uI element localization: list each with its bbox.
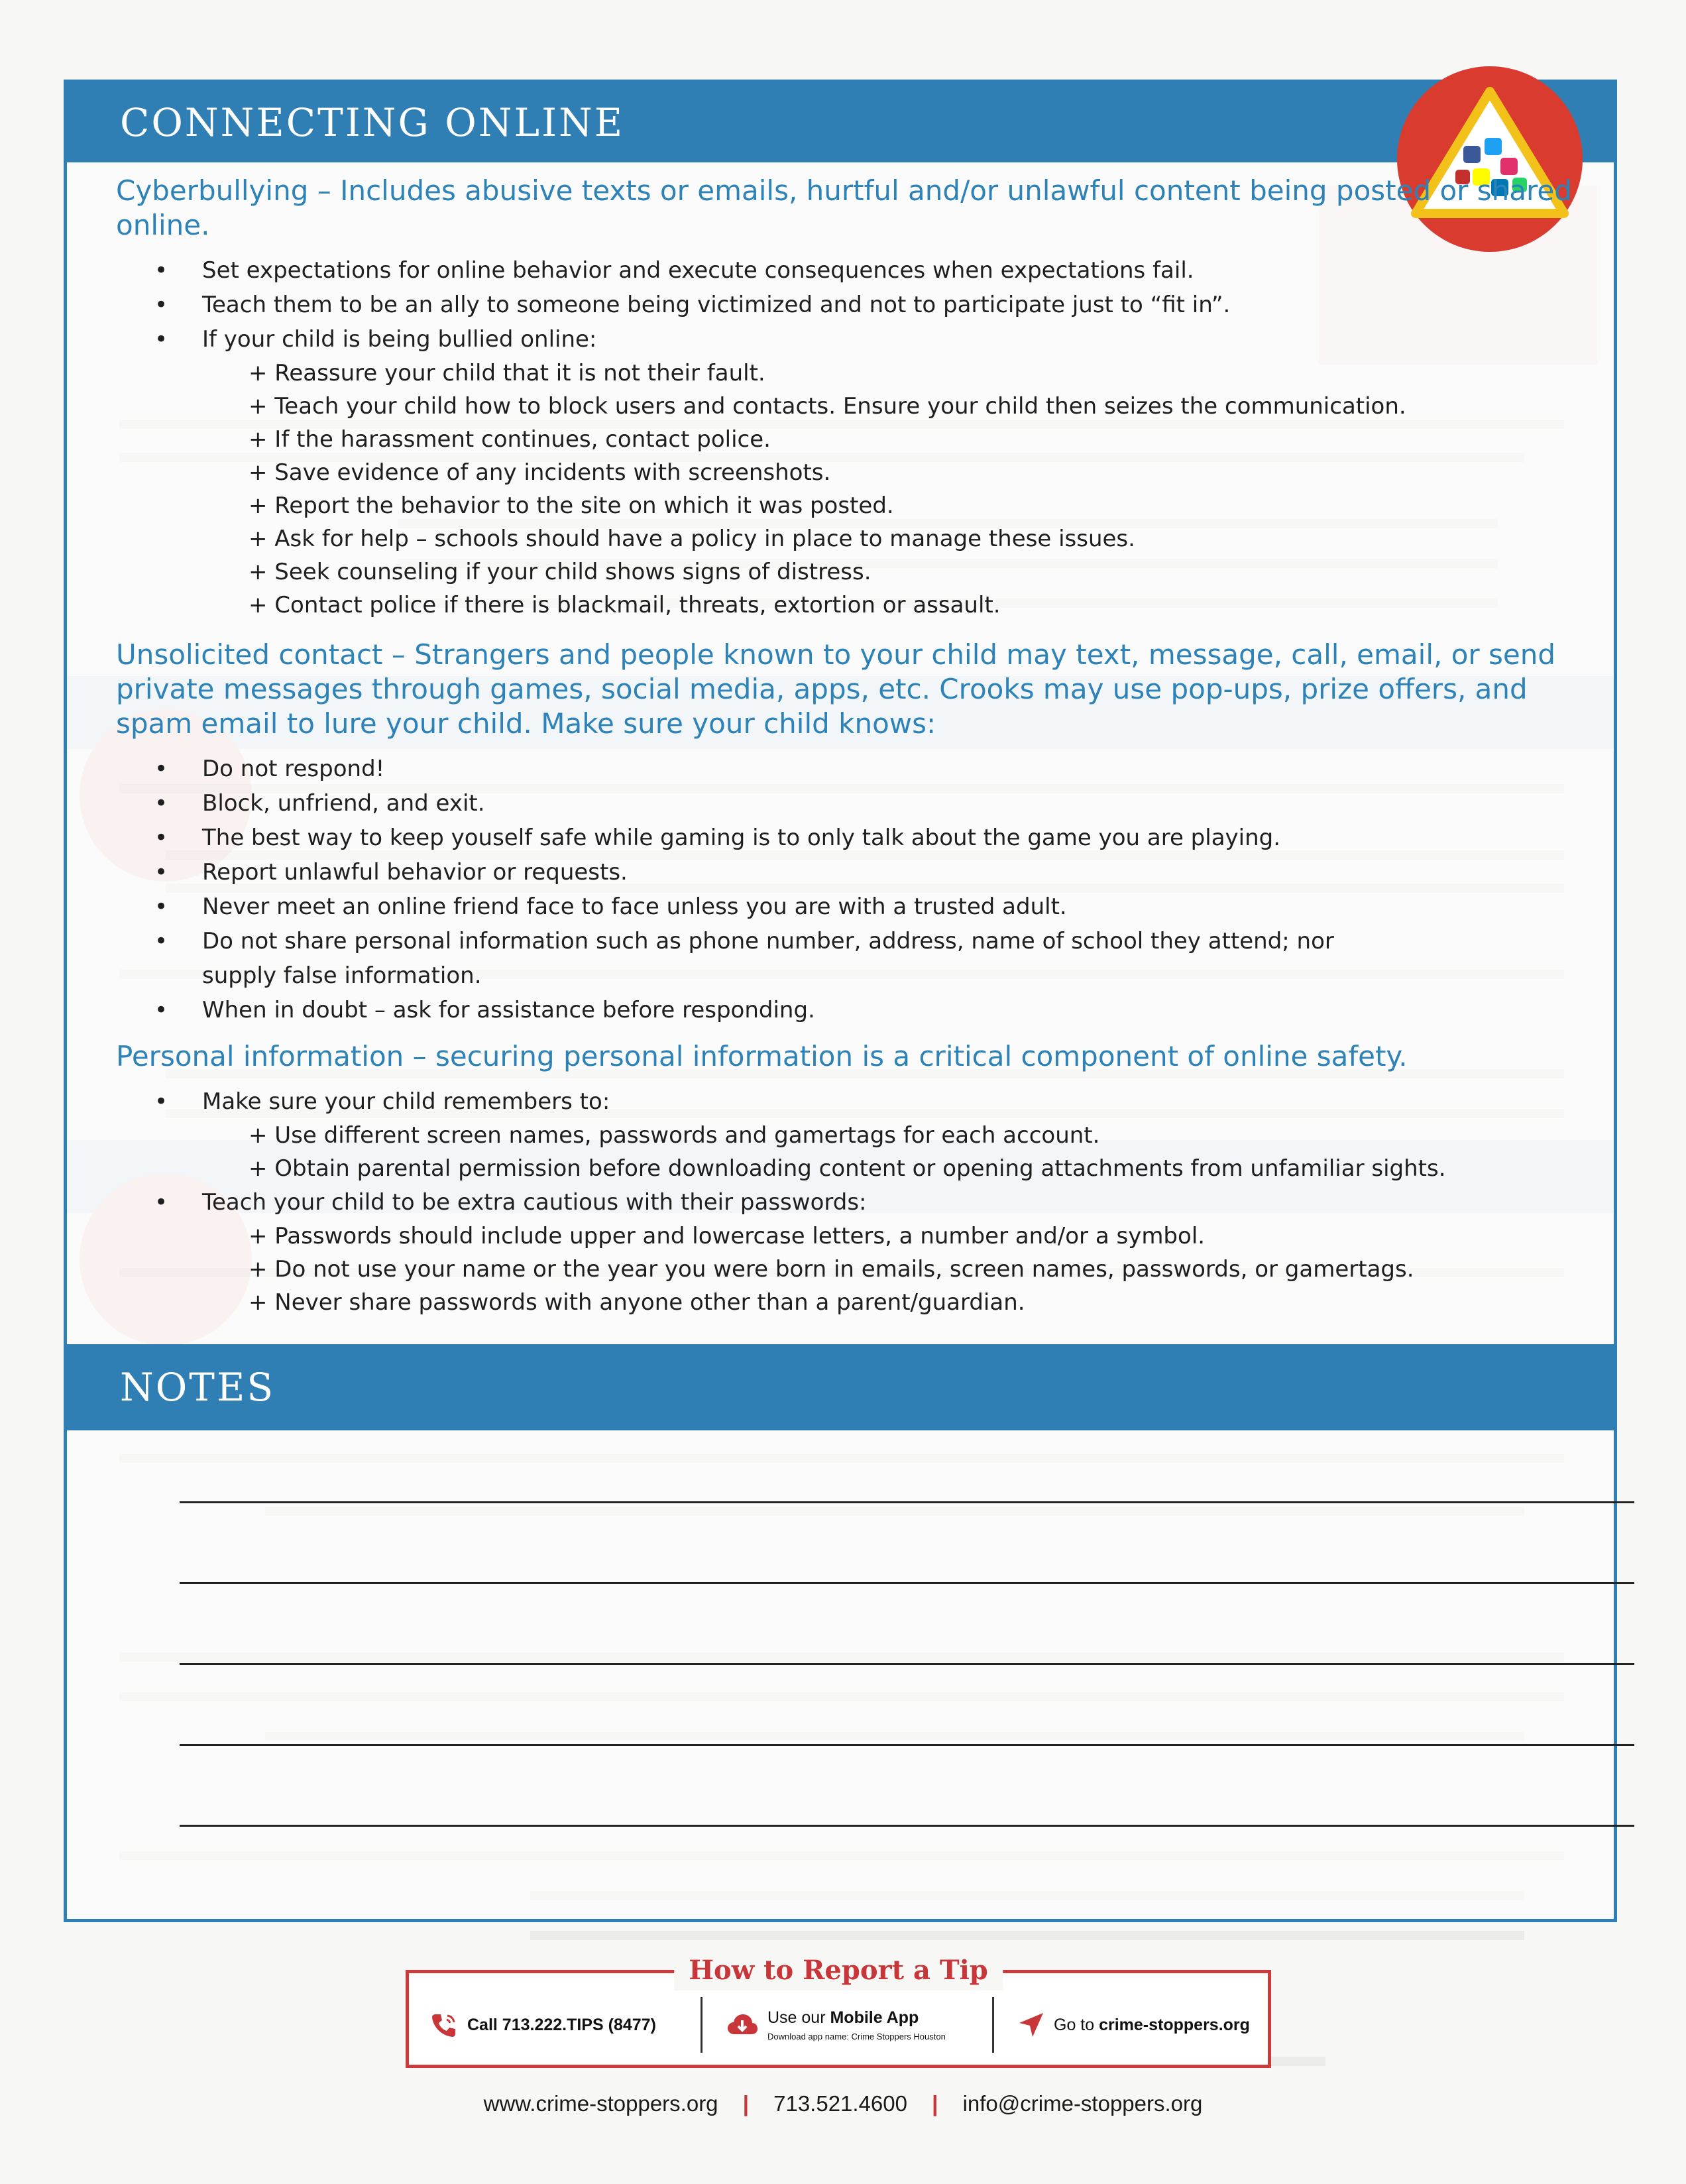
personal-information-list [116, 1084, 1574, 1119]
app-bold: Mobile App [830, 2008, 919, 2027]
list-item [116, 821, 1574, 855]
personal-information-heading: Personal information – securing personal information is a critical component of online safety. [116, 1040, 1408, 1072]
app-prefix: Use our [767, 2008, 830, 2027]
list-item-text: Do not respond! [202, 756, 385, 782]
sub-item: + Seek counseling if your child shows signs of distress. [249, 559, 871, 585]
main-content [116, 174, 1574, 1319]
list-item-text: Never meet an online friend face to face unless you are with a trusted adult. [202, 893, 1067, 920]
sub-item: + Teach your child how to block users and contacts. Ensure your child then seizes the communication. [249, 393, 1406, 420]
web-bold: crime-stoppers.org [1099, 2015, 1250, 2034]
note-line [180, 1501, 1634, 1503]
bullet-icon: • [154, 326, 168, 353]
list-item-text: Do not share personal information such as phone number, address, name of school they attend; nor supply false information. [202, 928, 1334, 989]
bullet-icon: • [154, 1189, 168, 1216]
list-item-text: Block, unfriend, and exit. [202, 790, 485, 817]
unsolicited-contact-heading: Unsolicited contact – Strangers and people known to your child may text, message, call, email, or send private messages through games, social media, apps, etc. Crooks may use pop-ups, prize offers, and spam email to lure your child. Make sure your child knows: [116, 638, 1556, 740]
footer-phone[interactable]: 713.521.4600 [773, 2091, 907, 2116]
navigation-arrow-icon [1018, 2012, 1044, 2038]
bullet-icon: • [154, 756, 168, 782]
cyberbullying-heading: Cyberbullying – Includes abusive texts or emails, hurtful and/or unlawful content being posted or shared online. [116, 174, 1572, 241]
list-item-text: Make sure your child remembers to: [202, 1088, 610, 1115]
password-sublist [116, 1220, 1574, 1319]
sub-item: + Ask for help – schools should have a policy in place to manage these issues. [249, 526, 1135, 552]
list-item [116, 1084, 1574, 1119]
footer-separator: | [932, 2091, 938, 2116]
list-item-text: When in doubt – ask for assistance before responding. [202, 997, 815, 1023]
sub-item: + Use different screen names, passwords and gamertags for each account. [249, 1122, 1100, 1149]
cloud-download-icon [726, 2012, 758, 2038]
mobile-app-link[interactable] [701, 1997, 979, 2053]
sub-item: + Do not use your name or the year you were born in emails, screen names, passwords, or gamertags. [249, 1256, 1414, 1283]
footer-contact [0, 2091, 1686, 2116]
bullet-icon: • [154, 292, 168, 318]
sub-item: + Reassure your child that it is not their fault. [249, 360, 765, 386]
call-tip-text: Call 713.222.TIPS (8477) [467, 2015, 656, 2034]
sub-item: + Never share passwords with anyone other than a parent/guardian. [249, 1289, 1025, 1316]
bullet-icon: • [154, 928, 168, 954]
sub-item: + Save evidence of any incidents with screenshots. [249, 459, 831, 486]
notes-header [67, 1344, 1614, 1430]
phone-icon [429, 2010, 458, 2040]
list-item [116, 322, 1574, 357]
note-line [180, 1825, 1634, 1827]
personal-information-sublist [116, 1119, 1574, 1185]
sub-item: + Passwords should include upper and lowercase letters, a number and/or a symbol. [249, 1223, 1206, 1249]
list-item [116, 855, 1574, 890]
list-item-text: Set expectations for online behavior and execute consequences when expectations fail. [202, 257, 1194, 284]
bullet-icon: • [154, 790, 168, 817]
note-line [180, 1582, 1634, 1584]
note-line [180, 1663, 1634, 1665]
bullet-icon: • [154, 257, 168, 284]
sub-item: + Contact police if there is blackmail, threats, extortion or assault. [249, 592, 1001, 618]
list-item-text: Teach your child to be extra cautious with their passwords: [202, 1189, 867, 1216]
footer-website[interactable]: www.crime-stoppers.org [483, 2091, 718, 2116]
list-item [116, 993, 1574, 1027]
list-item [116, 1185, 1574, 1220]
section-title: NOTES [120, 1365, 276, 1410]
report-tip-title: How to Report a Tip [674, 1951, 1003, 1990]
sub-item: + Obtain parental permission before downloading content or opening attachments from unfamiliar sights. [249, 1155, 1446, 1182]
list-item [116, 786, 1574, 821]
bullet-icon: • [154, 859, 168, 886]
website-link[interactable] [992, 1997, 1264, 2053]
cyberbullying-list [116, 253, 1574, 357]
list-item [116, 752, 1574, 786]
mobile-app-text [767, 2008, 946, 2041]
list-item [116, 288, 1574, 322]
bullet-icon: • [154, 997, 168, 1023]
bullet-icon: • [154, 825, 168, 851]
bullet-icon: • [154, 893, 168, 920]
section-title: CONNECTING ONLINE [120, 100, 625, 145]
report-tip-box [406, 1955, 1271, 2068]
list-item [116, 253, 1574, 288]
app-small-print: Download app name: Crime Stoppers Houston [767, 2032, 946, 2041]
list-item [116, 924, 1574, 993]
connecting-online-header [67, 83, 1614, 162]
unsolicited-contact-list [116, 752, 1574, 1027]
footer-separator: | [742, 2091, 749, 2116]
footer-email[interactable]: info@crime-stoppers.org [962, 2091, 1203, 2116]
sub-item: + Report the behavior to the site on which it was posted. [249, 492, 894, 519]
cyberbullying-sublist [116, 357, 1574, 622]
list-item-text: Teach them to be an ally to someone being victimized and not to participate just to “fit in”. [202, 292, 1231, 318]
list-item-text: Report unlawful behavior or requests. [202, 859, 628, 886]
bullet-icon: • [154, 1088, 168, 1115]
call-tip-line[interactable] [429, 1997, 687, 2053]
note-line [180, 1744, 1634, 1746]
password-list [116, 1185, 1574, 1220]
list-item-text: If your child is being bullied online: [202, 326, 597, 353]
web-prefix: Go to [1054, 2015, 1099, 2034]
website-text [1054, 2016, 1250, 2035]
list-item-text: The best way to keep youself safe while gaming is to only talk about the game you are playing. [202, 825, 1281, 851]
list-item [116, 890, 1574, 924]
sub-item: + If the harassment continues, contact police. [249, 426, 771, 453]
